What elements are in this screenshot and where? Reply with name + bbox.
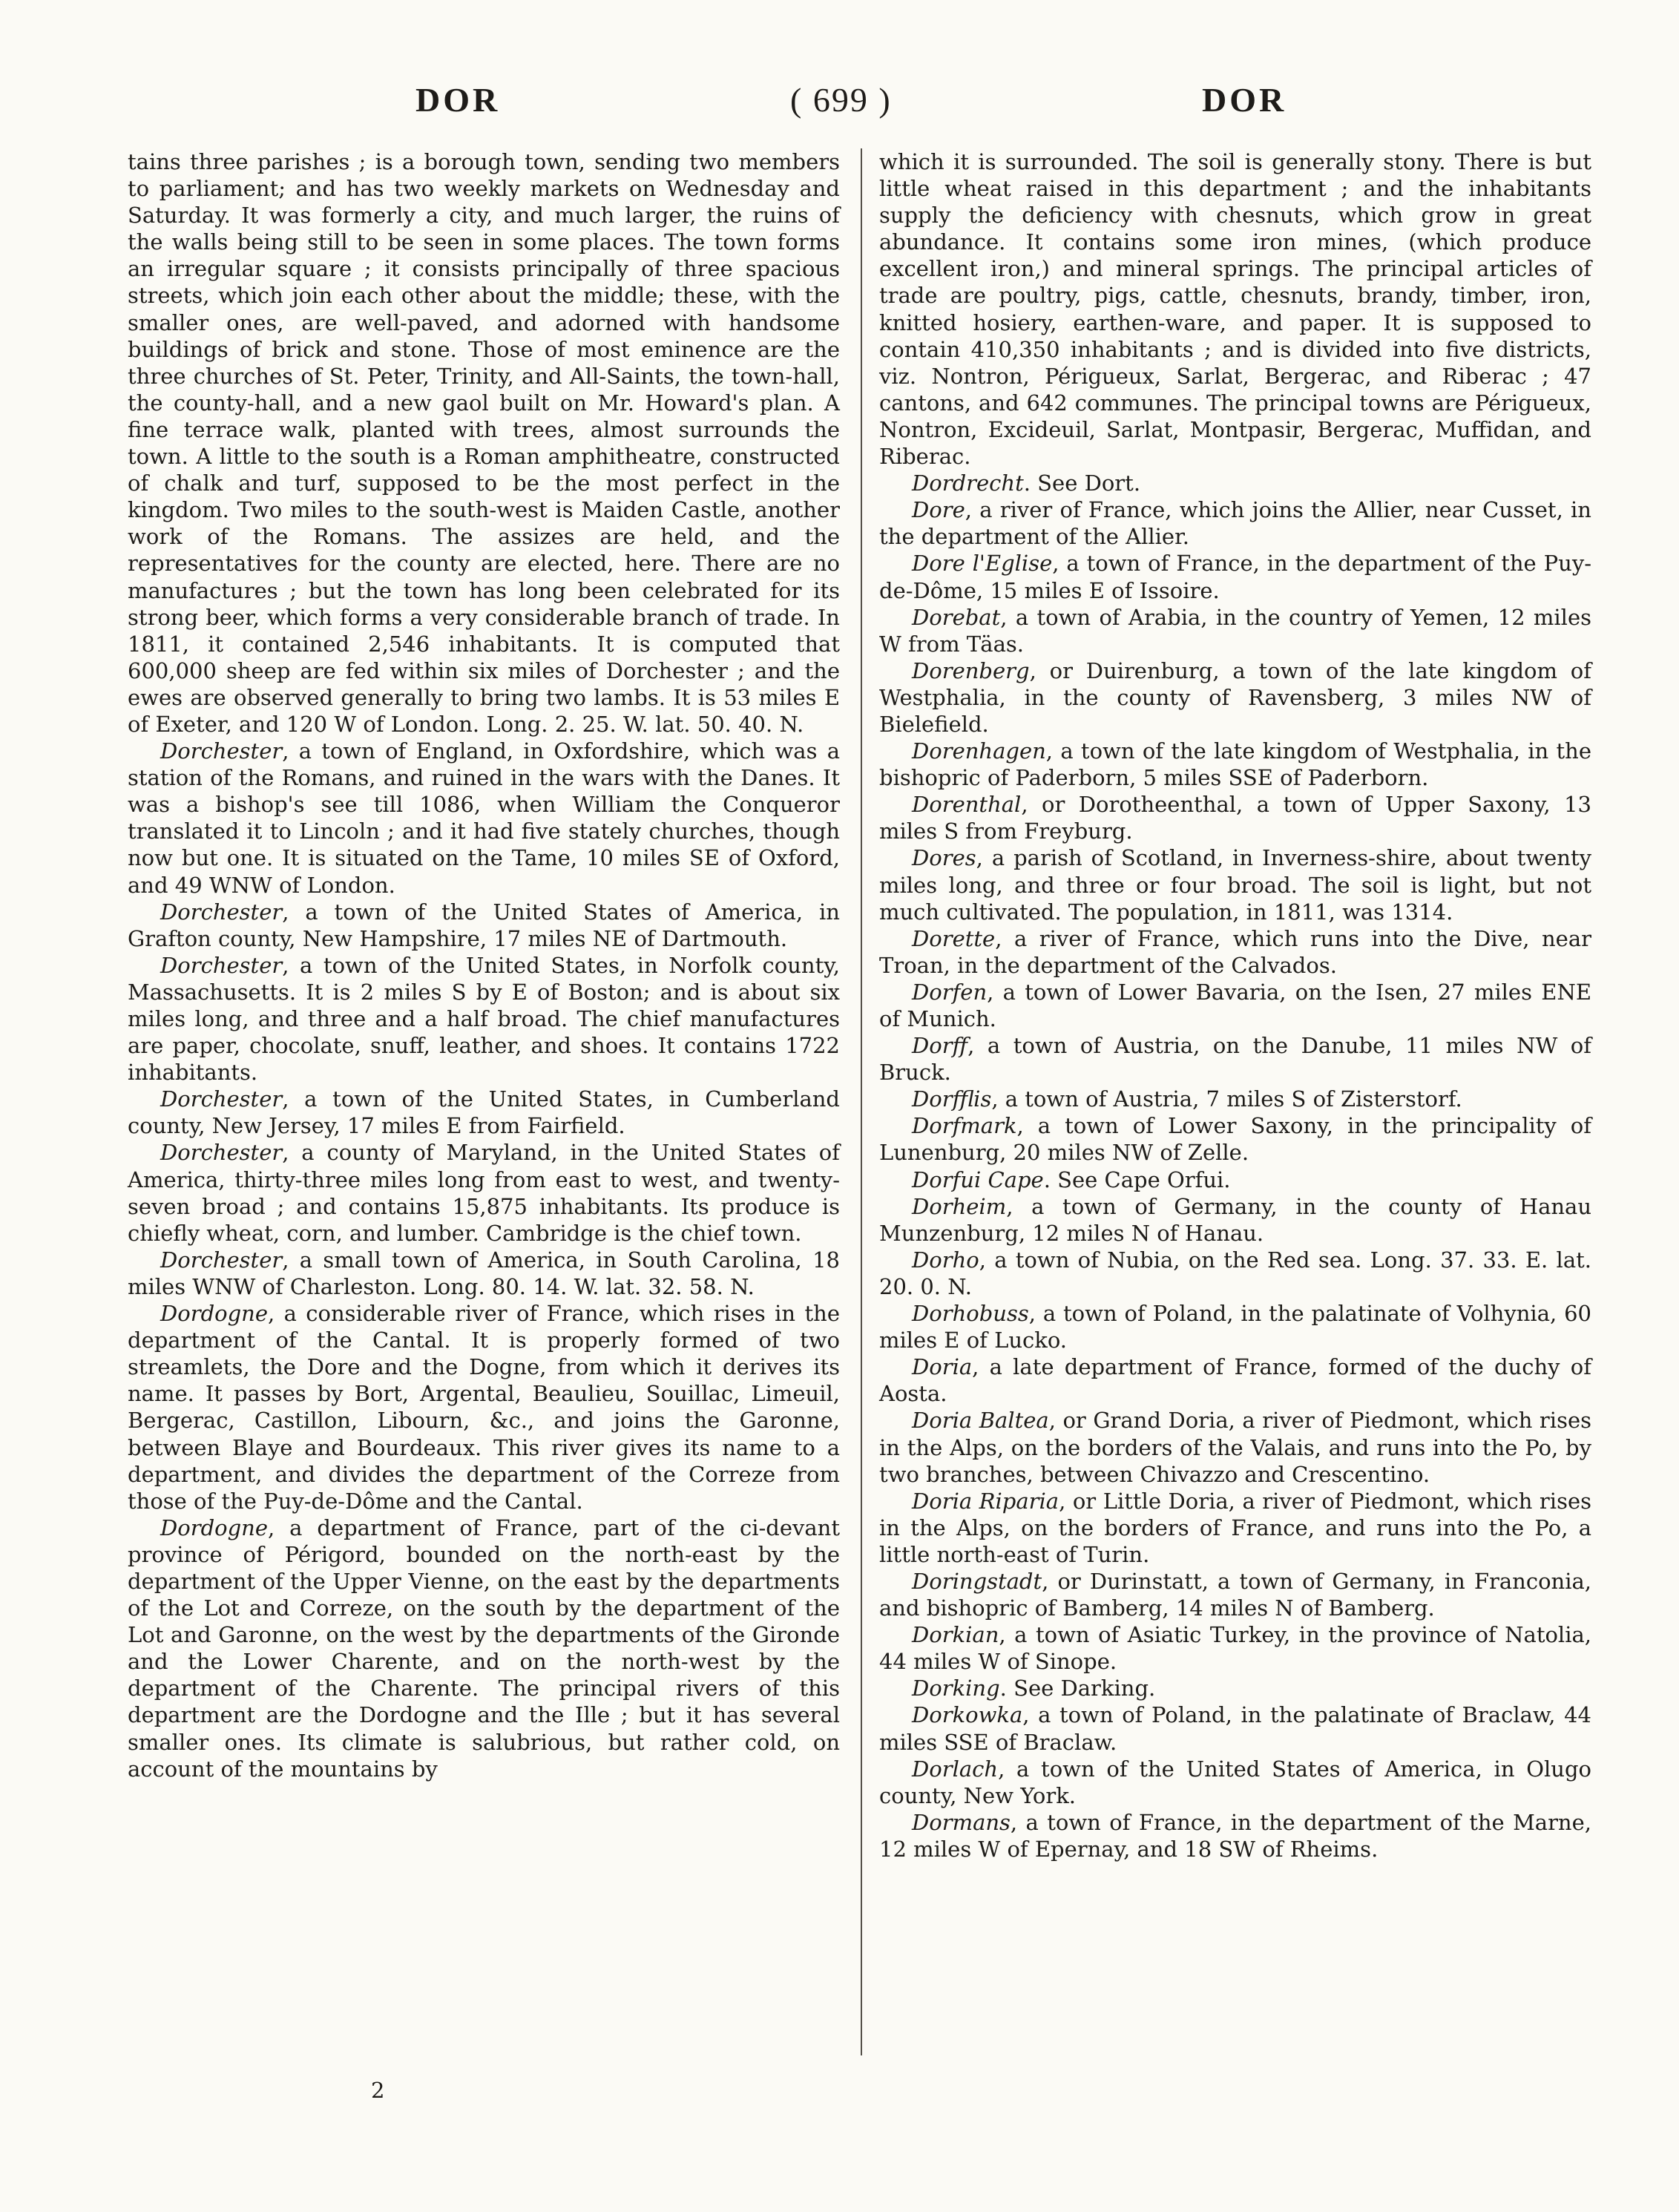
dictionary-entry: [879, 1701, 1591, 1755]
entry-text: , a town of Germany, in the county of Hanau Munzenburg, 12 miles N of Hanau.: [879, 1193, 1591, 1246]
entry-headword: Dorkowka: [912, 1702, 1023, 1728]
entry-text: , a town of England, in Oxfordshire, which was a station of the Romans, and ruined in the wars with the Danes. It was a bishop's see till 1086, when William the Conqueror translated it to Lincoln ; and it had five stately churches, though now but one. It is situated on the Tame, 10 miles SE of Oxford, and 49 WNW of London.: [128, 738, 840, 898]
entry-text: , a town of Poland, in the palatinate of Braclaw, 44 miles SSE of Braclaw.: [879, 1702, 1591, 1755]
entry-headword: Dorlach: [912, 1756, 999, 1782]
entry-headword: Dorkian: [912, 1622, 999, 1648]
left-column: [128, 148, 840, 1782]
dictionary-entry: [879, 1756, 1591, 1809]
dictionary-entry: [128, 899, 840, 952]
entry-headword: Dorff: [912, 1033, 968, 1059]
entry-headword: Dorfmark: [912, 1113, 1017, 1139]
dictionary-entry: [879, 738, 1591, 791]
entry-text: , a town of the United States, in Norfolk county, Massachusetts. It is 2 miles S by E of Boston; and is about six miles long, and three and a half broad. The chief manufactures are paper, chocolate, snuff, leather, and shoes. It contains 1722 inhabitants.: [128, 952, 840, 1086]
entry-text: , a town of Poland, in the palatinate of Volhynia, 60 miles E of Lucko.: [879, 1301, 1591, 1353]
entry-headword: Doria: [912, 1354, 973, 1380]
dictionary-entry: [879, 1032, 1591, 1086]
entry-headword: Dorchester: [160, 899, 283, 925]
dictionary-entry: [879, 1568, 1591, 1621]
entry-text: , a county of Maryland, in the United States of America, thirty-three miles long from east to west, and twenty-seven broad ; and contains 15,875 inhabitants. Its produce is chiefly wheat, corn, and lumber. Cambridge is the chief town.: [128, 1140, 840, 1246]
entry-text: , or Dorotheenthal, a town of Upper Saxony, 13 miles S from Freyburg.: [879, 792, 1591, 844]
entry-headword: Dordogne: [160, 1514, 268, 1540]
dictionary-entry: [879, 1166, 1591, 1193]
entry-headword: Dorking: [912, 1676, 1000, 1701]
entry-headword: Dorenberg: [912, 657, 1030, 683]
dictionary-entry: [128, 738, 840, 899]
entry-headword: Doria Riparia: [912, 1488, 1059, 1514]
entry-headword: Dorchester: [160, 1086, 283, 1112]
dictionary-entry: [128, 1139, 840, 1246]
entry-text: , or Little Doria, a river of Piedmont, which rises in the Alps, on the borders of France, and runs into the Po, a little north-east of Turin.: [879, 1488, 1591, 1567]
dictionary-entry: [879, 1407, 1591, 1487]
dictionary-entry: [128, 1514, 840, 1782]
entry-headword: Dores: [912, 845, 976, 871]
entry-text: . See Dort.: [1023, 470, 1141, 496]
entry-headword: Dorenthal: [912, 792, 1022, 818]
dictionary-entry: [128, 1086, 840, 1139]
entry-text: , a town of the United States, in Cumberland county, New Jersey, 17 miles E from Fairfield.: [128, 1086, 840, 1139]
dictionary-entry: [879, 1809, 1591, 1863]
entry-headword: Dorhobuss: [912, 1301, 1029, 1327]
entry-text: , a town of Arabia, in the country of Yemen, 12 miles W from Täas.: [879, 604, 1591, 657]
entry-text: , a town of Austria, on the Danube, 11 miles NW of Bruck.: [879, 1033, 1591, 1086]
entry-headword: Dorho: [912, 1247, 979, 1273]
entry-headword: Dorfflis: [912, 1086, 992, 1112]
dictionary-entry: [128, 952, 840, 1086]
dictionary-entry: [879, 1193, 1591, 1247]
dictionary-entry: [879, 470, 1591, 496]
dictionary-entry: [879, 1086, 1591, 1112]
running-head-right: DOR: [1202, 81, 1287, 119]
running-head-left: DOR: [415, 81, 501, 119]
dictionary-entry: [879, 657, 1591, 738]
dictionary-entry: [879, 844, 1591, 925]
entry-headword: Dorebat: [912, 604, 1001, 630]
entry-headword: Dorfui Cape: [912, 1166, 1044, 1192]
entry-text: which it is surrounded. The soil is generally stony. There is but little wheat raised in this department ; and the inhabitants supply the deficiency with chesnuts, which grow in great abundance. It contains some iron mines, (which produce excellent iron,) and mineral springs. The principal articles of trade are poultry, pigs, cattle, chesnuts, brandy, timber, iron, knitted hosiery, earthen-ware, and paper. It is supposed to contain 410,350 inhabitants ; and is divided into five districts, viz. Nontron, Périgueux, Sarlat, Bergerac, and Riberac ; 47 cantons, and 642 communes. The principal towns are Périgueux, Nontron, Excideuil, Sarlat, Montpasir, Bergerac, Muffidan, and Riberac.: [879, 149, 1591, 470]
entry-headword: Dore l'Eglise: [912, 551, 1053, 577]
dictionary-entry: [879, 979, 1591, 1032]
dictionary-entry: [879, 1300, 1591, 1353]
column-divider: [861, 148, 862, 2055]
entry-text: . See Cape Orfui.: [1043, 1166, 1231, 1192]
entry-headword: Dorenhagen: [912, 738, 1046, 764]
dictionary-entry: [879, 1353, 1591, 1407]
dictionary-entry: [879, 1488, 1591, 1568]
entry-text: , or Duirenburg, a town of the late kingdom of Westphalia, in the county of Ravensberg, 3 miles NW of Bielefield.: [879, 657, 1591, 737]
dictionary-entry: [879, 1675, 1591, 1701]
entry-text: , a town of the United States of America, in Grafton county, New Hampshire, 17 miles NE of Dartmouth.: [128, 899, 840, 951]
entry-text: . See Darking.: [999, 1676, 1156, 1701]
entry-headword: Dorchester: [160, 1247, 283, 1273]
dictionary-entry: [879, 604, 1591, 657]
entry-text: , a town of France, in the department of the Puy-de-Dôme, 15 miles E of Issoire.: [879, 551, 1591, 603]
entry-headword: Dorchester: [160, 1140, 283, 1166]
entry-text: , a river of France, which joins the Allier, near Cusset, in the department of the Allier.: [879, 497, 1591, 550]
dictionary-entry: [879, 496, 1591, 550]
dictionary-entry: [128, 1247, 840, 1300]
entry-text: , a town of Lower Bavaria, on the Isen, 27 miles ENE of Munich.: [879, 979, 1591, 1031]
entry-text: , or Grand Doria, a river of Piedmont, which rises in the Alps, on the borders of the Valais, and runs into the Po, by two branches, between Chivazzo and Crescentino.: [879, 1408, 1591, 1487]
entry-text: , a town of Austria, 7 miles S of Zisterstorf.: [991, 1086, 1462, 1112]
entry-headword: Dorchester: [160, 738, 283, 764]
dictionary-entry: [879, 791, 1591, 844]
dictionary-entry: [879, 1247, 1591, 1300]
right-column: [879, 148, 1591, 1863]
entry-text: , a town of the late kingdom of Westphalia, in the bishopric of Paderborn, 5 miles SSE of Paderborn.: [879, 738, 1591, 791]
entry-text: , a considerable river of France, which rises in the department of the Cantal. It is properly formed of two streamlets, the Dore and the Dogne, from which it derives its name. It passes by Bort, Argental, Beaulieu, Souillac, Limeuil, Bergerac, Castillon, Libourn, &c., and joins the Garonne, between Blaye and Bourdeaux. This river gives its name to a department, and divides the department of the Correze from those of the Puy-de-Dôme and the Cantal.: [128, 1301, 840, 1514]
entry-text: , a town of the United States of America, in Olugo county, New York.: [879, 1756, 1591, 1808]
dictionary-entry: [879, 925, 1591, 979]
entry-text: , a town of Nubia, on the Red sea. Long. 37. 33. E. lat. 20. 0. N.: [879, 1247, 1591, 1299]
entry-headword: Dordogne: [160, 1301, 268, 1327]
entry-text: , a late department of France, formed of the duchy of Aosta.: [879, 1354, 1591, 1407]
entry-headword: Doria Baltea: [912, 1408, 1049, 1434]
entry-headword: Doringstadt: [912, 1568, 1042, 1594]
entry-headword: Dormans: [912, 1809, 1011, 1835]
dictionary-entry: [879, 550, 1591, 603]
entry-headword: Dorchester: [160, 952, 283, 978]
dictionary-entry: [879, 148, 1591, 470]
dictionary-entry: [879, 1621, 1591, 1675]
entry-text: , a small town of America, in South Carolina, 18 miles WNW of Charleston. Long. 80. 14. W. lat. 32. 58. N.: [128, 1247, 840, 1299]
entry-headword: Dorette: [912, 925, 996, 951]
entry-text: , a river of France, which runs into the Dive, near Troan, in the department of the Calvados.: [879, 925, 1591, 978]
dictionary-entry: [879, 1112, 1591, 1166]
entry-headword: Dorheim: [912, 1193, 1007, 1219]
entry-headword: Dordrecht: [912, 470, 1024, 496]
entry-headword: Dorfen: [912, 979, 988, 1005]
dictionary-entry: [128, 1300, 840, 1514]
entry-text: tains three parishes ; is a borough town, sending two members to parliament; and has two weekly markets on Wednesday and Saturday. It was formerly a city, and much larger, the ruins of the walls being still to be seen in some places. The town forms an irregular square ; it consists principally of three spacious streets, which join each other about the middle; these, with the smaller ones, are well-paved, and adorned with handsome buildings of brick and stone. Those of most eminence are the three churches of St. Peter, Trinity, and All-Saints, the town-hall, the county-hall, and a new gaol built on Mr. Howard's plan. A fine terrace walk, planted with trees, almost surrounds the town. A little to the south is a Roman amphitheatre, constructed of chalk and turf, supposed to be the most perfect in the kingdom. Two miles to the south-west is Maiden Castle, another work of the Romans. The assizes are held, and the representatives for the county are elected, here. There are no manufactures ; but the town has long been celebrated for its strong beer, which forms a very considerable branch of trade. In 1811, it contained 2,546 inhabitants. It is computed that 600,000 sheep are fed within six miles of Dorchester ; and the ewes are observed generally to bring two lambs. It is 53 miles E of Exeter, and 120 W of London. Long. 2. 25. W. lat. 50. 40. N.: [128, 149, 840, 737]
page-number: ( 699 ): [790, 81, 892, 119]
running-head: [0, 80, 1679, 125]
dictionary-entry: [128, 148, 840, 738]
entry-text: , a town of Lower Saxony, in the principality of Lunenburg, 20 miles NW of Zelle.: [879, 1113, 1591, 1166]
entry-text: , a town of France, in the department of the Marne, 12 miles W of Epernay, and 18 SW of Rheims.: [879, 1809, 1591, 1862]
entry-headword: Dore: [912, 497, 965, 523]
entry-text: , or Durinstatt, a town of Germany, in Franconia, and bishopric of Bamberg, 14 miles N of Bamberg.: [879, 1568, 1591, 1621]
entry-text: , a department of France, part of the ci-devant province of Périgord, bounded on the north-east by the department of the Upper Vienne, on the east by the departments of the Lot and Correze, on the south by the department of the Lot and Garonne, on the west by the departments of the Gironde and the Lower Charente, and on the north-west by the department of the Charente. The principal rivers of this department are the Dordogne and the Ille ; but it has several smaller ones. Its climate is salubrious, but rather cold, on account of the mountains by: [128, 1514, 840, 1782]
entry-text: , a town of Asiatic Turkey, in the province of Natolia, 44 miles W of Sinope.: [879, 1622, 1591, 1675]
signature-mark: 2: [371, 2078, 385, 2103]
entry-text: , a parish of Scotland, in Inverness-shire, about twenty miles long, and three or four broad. The soil is light, but not much cultivated. The population, in 1811, was 1314.: [879, 845, 1591, 925]
